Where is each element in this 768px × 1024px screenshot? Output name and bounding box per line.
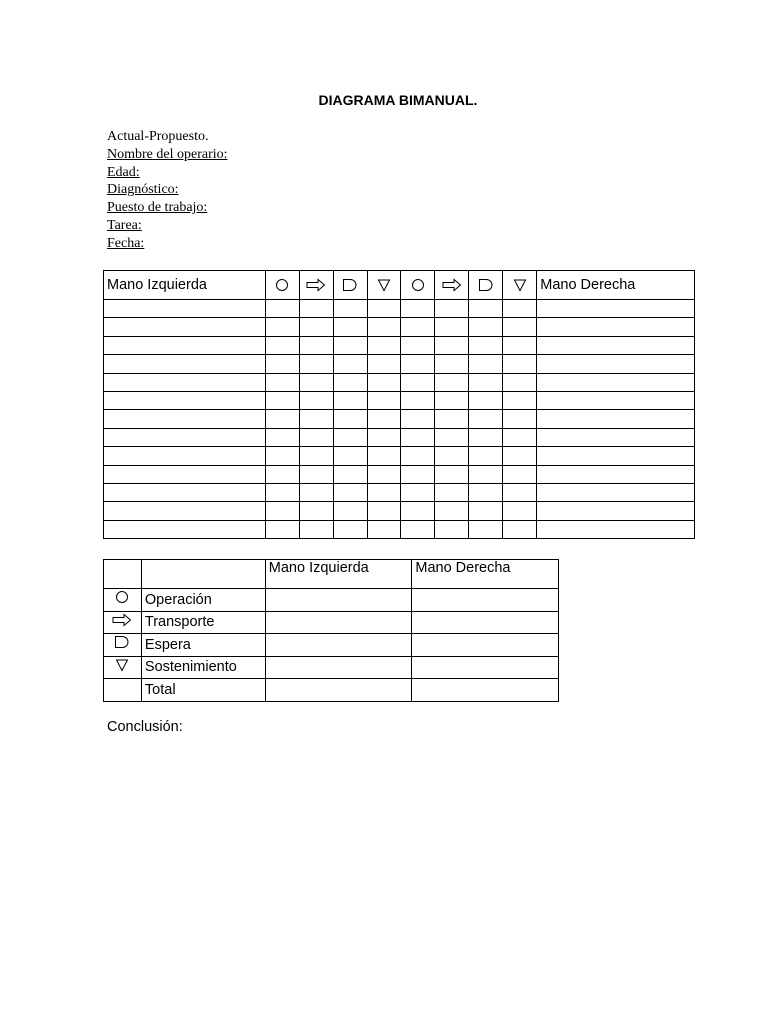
table-row [104, 355, 695, 373]
table-cell [401, 391, 435, 409]
arrow-right-icon [104, 611, 142, 634]
table-cell [469, 410, 503, 428]
table-cell [469, 447, 503, 465]
table-cell [469, 336, 503, 354]
table-cell [333, 465, 367, 483]
table-cell [537, 300, 695, 318]
table-cell [367, 300, 401, 318]
table-cell [265, 355, 299, 373]
table-cell [265, 300, 299, 318]
summary-row-total [104, 679, 559, 702]
table-cell [537, 428, 695, 446]
d-shape-icon [469, 271, 503, 300]
table-cell [367, 355, 401, 373]
table-cell [265, 483, 299, 501]
table-cell [299, 318, 333, 336]
table-cell [503, 520, 537, 538]
table-cell [104, 300, 266, 318]
table-cell [333, 391, 367, 409]
table-cell [367, 373, 401, 391]
table-cell [503, 447, 537, 465]
table-cell [104, 391, 266, 409]
table-cell [333, 520, 367, 538]
table-cell [299, 300, 333, 318]
table-row [104, 410, 695, 428]
table-cell [401, 355, 435, 373]
table-cell [367, 391, 401, 409]
table-cell [265, 373, 299, 391]
header-fields [107, 128, 228, 253]
table-row [104, 520, 695, 538]
table-cell [299, 483, 333, 501]
table-cell [265, 428, 299, 446]
table-cell [299, 373, 333, 391]
circle-icon [401, 271, 435, 300]
table-cell [469, 373, 503, 391]
table-cell [537, 520, 695, 538]
table-cell [435, 336, 469, 354]
table-cell [401, 410, 435, 428]
table-row [104, 502, 695, 520]
table-cell [469, 428, 503, 446]
table-cell [469, 318, 503, 336]
table-row [104, 336, 695, 354]
table-cell [435, 447, 469, 465]
table-cell [469, 465, 503, 483]
table-cell [503, 300, 537, 318]
table-cell [333, 502, 367, 520]
table-row [104, 300, 695, 318]
d-shape-icon [333, 271, 367, 300]
summary-header-mano-derecha: Mano Derecha [412, 560, 559, 589]
summary-label: Total [141, 679, 265, 702]
table-cell [265, 318, 299, 336]
header-mano-izquierda: Mano Izquierda [104, 271, 266, 300]
table-cell [503, 391, 537, 409]
table-cell [401, 483, 435, 501]
circle-icon [104, 589, 142, 612]
table-cell [401, 465, 435, 483]
table-cell [435, 373, 469, 391]
table-cell [333, 318, 367, 336]
conclusion-label: Conclusión: [107, 719, 183, 735]
table-cell [104, 483, 266, 501]
table-row [104, 391, 695, 409]
triangle-down-icon [367, 271, 401, 300]
table-cell [401, 318, 435, 336]
summary-cell [265, 611, 412, 634]
summary-cell [412, 634, 559, 657]
summary-row-sostenimiento [104, 656, 559, 679]
table-cell [537, 355, 695, 373]
summary-cell [412, 589, 559, 612]
table-cell [104, 428, 266, 446]
header-mano-derecha: Mano Derecha [537, 271, 695, 300]
bimanual-table [103, 270, 695, 539]
table-cell [435, 428, 469, 446]
table-cell [367, 428, 401, 446]
field-diagnostico: Diagnóstico: [107, 182, 179, 198]
table-cell [265, 447, 299, 465]
table-cell [401, 300, 435, 318]
summary-header-row [104, 560, 559, 589]
arrow-right-icon [299, 271, 333, 300]
summary-icon-empty [104, 679, 142, 702]
summary-table [103, 559, 559, 702]
table-row [104, 465, 695, 483]
document-title: DIAGRAMA BIMANUAL. [318, 92, 478, 108]
triangle-down-icon [104, 656, 142, 679]
summary-cell [412, 656, 559, 679]
table-cell [469, 483, 503, 501]
table-cell [435, 318, 469, 336]
table-cell [367, 318, 401, 336]
table-cell [299, 447, 333, 465]
table-cell [104, 447, 266, 465]
table-cell [367, 483, 401, 501]
table-cell [503, 410, 537, 428]
table-cell [435, 483, 469, 501]
table-cell [435, 355, 469, 373]
table-cell [469, 520, 503, 538]
table-cell [104, 465, 266, 483]
table-cell [299, 391, 333, 409]
field-tarea: Tarea: [107, 217, 142, 233]
table-cell [503, 428, 537, 446]
table-cell [503, 465, 537, 483]
table-cell [299, 428, 333, 446]
table-cell [469, 391, 503, 409]
table-cell [435, 391, 469, 409]
table-cell [469, 355, 503, 373]
table-cell [435, 520, 469, 538]
table-cell [537, 483, 695, 501]
summary-header-empty-1 [104, 560, 142, 589]
table-cell [367, 336, 401, 354]
table-cell [537, 336, 695, 354]
table-row [104, 447, 695, 465]
summary-row-transporte [104, 611, 559, 634]
table-cell [333, 336, 367, 354]
summary-cell [265, 634, 412, 657]
table-cell [333, 447, 367, 465]
table-cell [104, 318, 266, 336]
triangle-down-icon [503, 271, 537, 300]
table-cell [503, 355, 537, 373]
table-cell [367, 520, 401, 538]
summary-row-espera [104, 634, 559, 657]
table-cell [435, 300, 469, 318]
table-cell [537, 391, 695, 409]
table-cell [265, 336, 299, 354]
table-cell [401, 520, 435, 538]
summary-label: Transporte [141, 611, 265, 634]
d-shape-icon [104, 634, 142, 657]
table-cell [401, 447, 435, 465]
table-row [104, 483, 695, 501]
table-cell [503, 502, 537, 520]
summary-label: Sostenimiento [141, 656, 265, 679]
table-cell [435, 410, 469, 428]
table-cell [537, 318, 695, 336]
table-cell [333, 410, 367, 428]
table-cell [299, 355, 333, 373]
summary-cell [265, 679, 412, 702]
summary-cell [265, 656, 412, 679]
summary-label: Espera [141, 634, 265, 657]
table-cell [503, 336, 537, 354]
table-cell [265, 465, 299, 483]
table-cell [401, 428, 435, 446]
table-cell [537, 410, 695, 428]
table-cell [333, 428, 367, 446]
table-cell [401, 373, 435, 391]
table-cell [367, 502, 401, 520]
table-cell [299, 502, 333, 520]
table-cell [333, 373, 367, 391]
table-cell [367, 410, 401, 428]
summary-header-empty-2 [141, 560, 265, 589]
table-cell [367, 447, 401, 465]
table-cell [265, 520, 299, 538]
table-cell [104, 373, 266, 391]
summary-label: Operación [141, 589, 265, 612]
table-cell [537, 447, 695, 465]
table-cell [104, 336, 266, 354]
table-row [104, 318, 695, 336]
table-row [104, 373, 695, 391]
circle-icon [265, 271, 299, 300]
table-row [104, 428, 695, 446]
table-cell [537, 373, 695, 391]
table-cell [104, 410, 266, 428]
table-cell [333, 300, 367, 318]
table-header-row [104, 271, 695, 300]
table-cell [104, 502, 266, 520]
table-cell [333, 483, 367, 501]
summary-cell [265, 589, 412, 612]
summary-cell [412, 679, 559, 702]
field-puesto-trabajo: Puesto de trabajo: [107, 200, 208, 216]
summary-header-mano-izquierda: Mano Izquierda [265, 560, 412, 589]
table-cell [401, 502, 435, 520]
field-fecha: Fecha: [107, 235, 145, 251]
table-cell [333, 355, 367, 373]
table-cell [503, 318, 537, 336]
table-cell [537, 502, 695, 520]
table-cell [104, 355, 266, 373]
table-cell [265, 502, 299, 520]
table-cell [299, 520, 333, 538]
arrow-right-icon [435, 271, 469, 300]
field-actual-propuesto: Actual-Propuesto. [107, 129, 209, 144]
table-cell [265, 391, 299, 409]
table-cell [469, 502, 503, 520]
table-cell [367, 465, 401, 483]
table-cell [299, 410, 333, 428]
table-cell [503, 483, 537, 501]
table-cell [435, 465, 469, 483]
table-cell [299, 465, 333, 483]
table-cell [265, 410, 299, 428]
table-cell [104, 520, 266, 538]
table-cell [299, 336, 333, 354]
table-cell [401, 336, 435, 354]
table-cell [503, 373, 537, 391]
table-cell [469, 300, 503, 318]
summary-cell [412, 611, 559, 634]
field-nombre-operario: Nombre del operario: [107, 146, 228, 162]
table-cell [435, 502, 469, 520]
summary-row-operacion [104, 589, 559, 612]
table-cell [537, 465, 695, 483]
field-edad: Edad: [107, 164, 140, 180]
